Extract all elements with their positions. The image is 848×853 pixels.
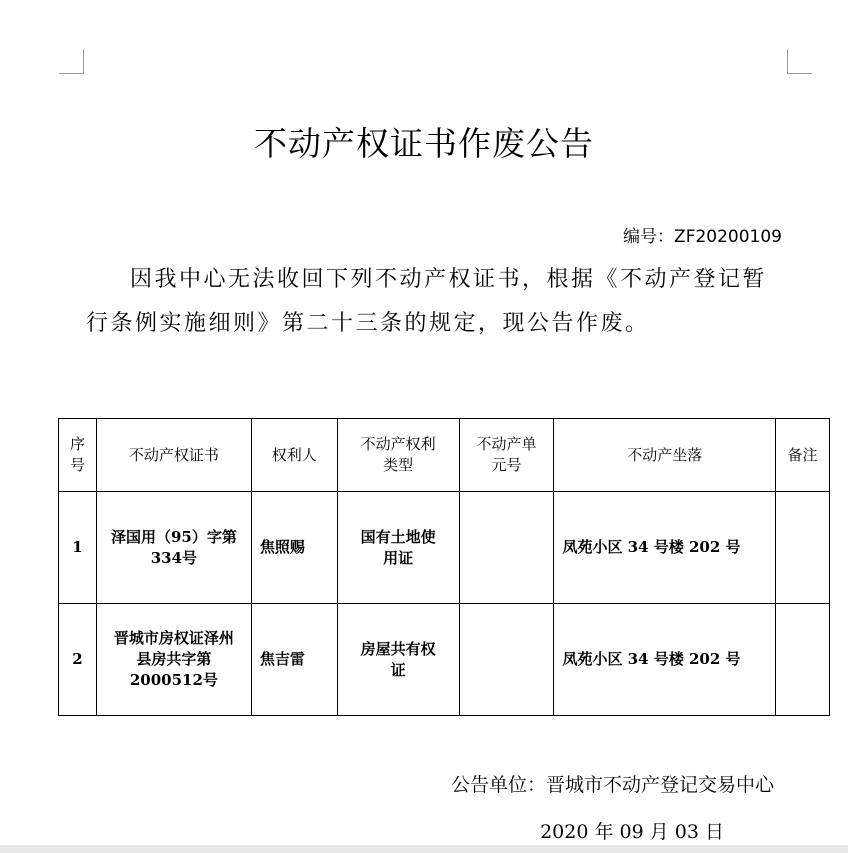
- cell-seq: 2: [59, 604, 97, 716]
- table-header-row: [59, 419, 830, 492]
- announcement-paragraph: [86, 258, 786, 346]
- cell-holder: 焦吉雷: [251, 604, 337, 716]
- cell-unit-no: [459, 492, 554, 604]
- page-corner-mark-right: [787, 49, 812, 74]
- cell-remark: [776, 492, 830, 604]
- cell-unit-no: [459, 604, 554, 716]
- header-seq: 序号: [59, 419, 97, 492]
- table-row: [59, 604, 830, 716]
- document-title: 不动产权证书作废公告: [254, 124, 594, 163]
- cell-location: 凤苑小区 34 号楼 202 号: [554, 604, 776, 716]
- cell-right-type: 房屋共有权证: [337, 604, 459, 716]
- cell-holder: 焦照赐: [251, 492, 337, 604]
- issue-date: 2020 年 09 月 03 日: [540, 821, 724, 843]
- header-unit-no: 不动产单元号: [459, 419, 554, 492]
- page-corner-mark-left: [59, 49, 84, 74]
- header-remark: 备注: [776, 419, 830, 492]
- cell-certificate: 晋城市房权证泽州县房共字第2000512号: [96, 604, 251, 716]
- cell-remark: [776, 604, 830, 716]
- announcement-text: 因我中心无法收回下列不动产权证书，根据《不动产登记暂行条例实施细则》第二十三条的规定，现公告作废。: [86, 267, 768, 336]
- issuer-line: 公告单位：晋城市不动产登记交易中心: [450, 774, 774, 796]
- header-certificate: 不动产权证书: [96, 419, 251, 492]
- cell-seq: 1: [59, 492, 97, 604]
- cell-certificate: 泽国用（95）字第334号: [96, 492, 251, 604]
- header-location: 不动产坐落: [554, 419, 776, 492]
- certificate-table: [58, 418, 830, 716]
- page-bottom-edge: [0, 845, 848, 853]
- cell-right-type: 国有土地使用证: [337, 492, 459, 604]
- document-number: 编号：ZF20200109: [623, 227, 782, 247]
- cell-location: 凤苑小区 34 号楼 202 号: [554, 492, 776, 604]
- header-holder: 权利人: [251, 419, 337, 492]
- table-row: [59, 492, 830, 604]
- header-right-type: 不动产权利类型: [337, 419, 459, 492]
